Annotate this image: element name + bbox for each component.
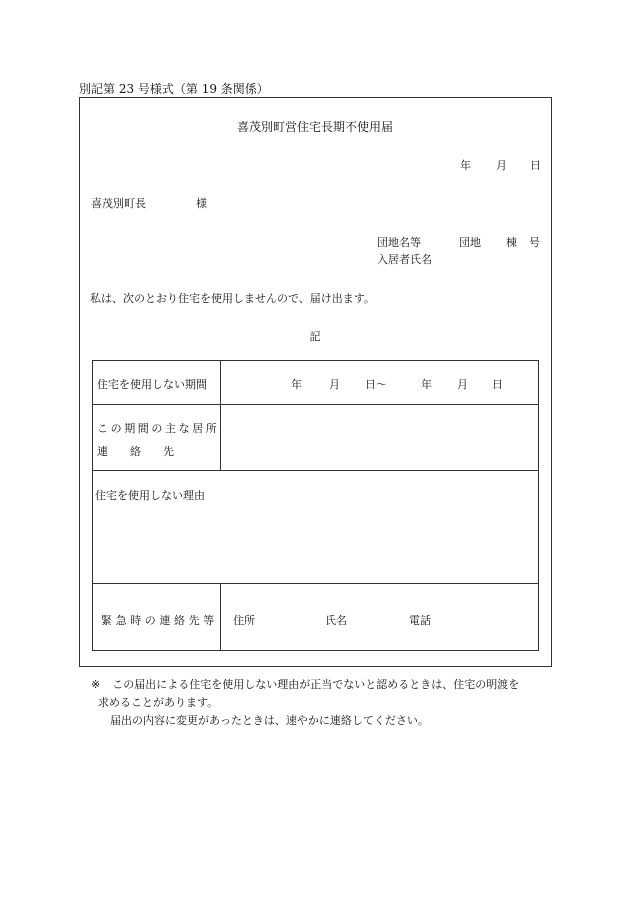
period-label: 住宅を使用しない期間 (97, 378, 207, 391)
period-to-day: 日 (492, 378, 503, 391)
complex-label: 団地名等 (377, 236, 421, 249)
row-divider (93, 583, 538, 584)
building-unit: 棟 (506, 236, 517, 249)
ki-heading: 記 (309, 330, 321, 343)
reason-label: 住宅を使用しない理由 (95, 489, 205, 502)
note-line-3: 届出の内容に変更があったときは、速やかに連絡してください。 (110, 714, 429, 727)
number-unit: 号 (529, 236, 540, 249)
form-label: 別記第 23 号様式（第 19 条関係） (79, 82, 269, 96)
emergency-address-label: 住所 (233, 614, 255, 627)
date-day: 日 (530, 159, 541, 172)
contact-label: 連 絡 先 (97, 445, 174, 458)
document-title: 喜茂別町営住宅長期不使用届 (236, 120, 393, 134)
row-divider (93, 470, 538, 471)
period-to-month: 月 (457, 378, 468, 391)
resident-label: 入居者氏名 (377, 253, 432, 266)
addressee-name: 喜茂別町長 (91, 197, 146, 210)
emergency-label: 緊急時の連絡先等 (101, 614, 218, 627)
date-month: 月 (496, 159, 507, 172)
notes (91, 676, 519, 730)
emergency-phone-label: 電話 (409, 614, 431, 627)
addressee-honorific: 様 (196, 197, 207, 210)
period-from-month: 月 (329, 378, 340, 391)
emergency-name-label: 氏名 (325, 614, 347, 627)
complex-unit: 団地 (459, 236, 481, 249)
column-divider (220, 361, 221, 470)
column-divider (220, 583, 221, 650)
row-divider (93, 404, 538, 405)
period-from-year: 年 (291, 378, 302, 391)
note-mark: ※ (91, 678, 101, 691)
statement-text: 私は、次のとおり住宅を使用しませんので、届け出ます。 (90, 292, 375, 305)
details-table (92, 360, 539, 651)
note-line-1: ※ この届出による住宅を使用しない理由が正当でないと認めるときは、住宅の明渡を (91, 678, 520, 691)
period-to-year: 年 (421, 378, 432, 391)
date-year: 年 (460, 159, 471, 172)
residence-label: この期間の主な居所 (97, 422, 220, 435)
note-line-2: 求めることがあります。 (98, 696, 219, 709)
period-from-day: 日〜 (365, 378, 387, 391)
